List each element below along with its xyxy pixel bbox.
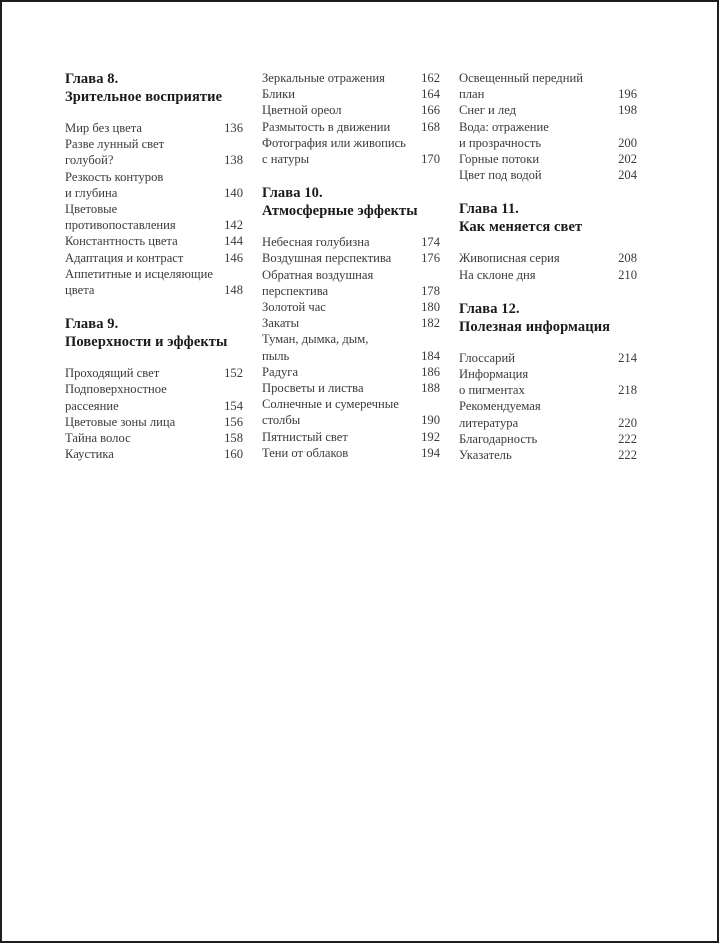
entry-page-number: 158 [224,431,243,446]
toc-entry[interactable] [65,233,243,249]
entry-title: Мир без цвета [65,121,142,135]
toc-entry[interactable] [262,102,440,118]
toc-column-3 [459,70,637,463]
toc-entry[interactable] [65,169,243,185]
entry-title: Цветовые зоны лица [65,414,176,429]
toc-entry-continuation[interactable] [262,151,440,167]
block-spacer [459,183,637,200]
toc-entry[interactable] [262,267,440,283]
entry-page-number: 164 [421,87,440,102]
entry-page-number: 208 [618,251,637,266]
entry-title: и глубина [65,185,118,200]
toc-entry[interactable] [262,86,440,102]
entry-title: Аппетитные и исцеляющие [65,266,213,281]
toc-column-2 [262,70,440,461]
entry-page-number: 220 [618,415,637,430]
entry-title: Зеркальные отражения [262,71,385,85]
toc-entry-continuation[interactable] [262,283,440,299]
entry-page-number: 186 [421,364,440,379]
entry-page-number: 144 [224,234,243,249]
toc-entry-continuation[interactable] [459,86,637,102]
block-spacer [459,283,637,300]
toc-entry[interactable] [459,398,637,414]
entry-title: Блики [262,87,295,102]
toc-entry[interactable] [262,429,440,445]
entry-title: Резкость контуров [65,169,164,184]
entry-title: Радуга [262,364,299,379]
chapter-number: Глава 11. [459,201,519,218]
entry-title: план [459,87,485,102]
toc-entry-continuation[interactable] [65,282,243,298]
entry-page-number: 214 [618,350,637,365]
entry-title: Каустика [65,447,114,462]
toc-chapter-block [65,315,243,462]
entry-title: Солнечные и сумеречные [262,397,399,412]
toc-entry[interactable] [262,119,440,135]
entry-title: Небесная голубизна [262,235,370,250]
toc-entry[interactable] [65,266,243,282]
entry-title: перспектива [262,283,329,298]
entry-page-number: 142 [224,218,243,233]
toc-entry-continuation[interactable] [459,415,637,431]
entry-title: Константность цвета [65,234,178,249]
entry-title: Фотография или живопись [262,135,406,150]
entry-title: Рекомендуемая [459,399,541,414]
entry-title: противопоставления [65,218,176,233]
toc-entry[interactable] [262,380,440,396]
toc-entry[interactable] [459,366,637,382]
entry-page-number: 160 [224,447,243,462]
entry-page-number: 200 [618,135,637,150]
toc-entry[interactable] [459,167,637,183]
entry-title: Адаптация и контраст [65,250,184,265]
toc-entry[interactable] [65,201,243,217]
toc-entry[interactable] [459,151,637,167]
entry-page-number: 140 [224,185,243,200]
entry-title: пыль [262,348,290,363]
entry-page-number: 180 [421,300,440,315]
toc-entry[interactable] [65,136,243,152]
entry-page-number: 222 [618,431,637,446]
entry-title: с натуры [262,152,310,167]
entry-title: Благодарность [459,431,538,446]
entry-page-number: 162 [421,71,440,85]
entry-title: Горные потоки [459,152,540,167]
entry-page-number: 198 [618,103,637,118]
toc-entry[interactable] [262,299,440,315]
entry-title: Тени от облаков [262,445,349,460]
entry-page-number: 138 [224,153,243,168]
entry-title: Цвет под водой [459,168,542,183]
toc-entry[interactable] [262,234,440,250]
entry-page-number: 184 [421,348,440,363]
entry-page-number: 182 [421,316,440,331]
toc-entry[interactable] [459,119,637,135]
entry-title: Указатель [459,448,512,463]
entry-title: Живописная серия [459,251,560,266]
entry-title: Тайна волос [65,431,131,446]
entry-title: Снег и лед [459,103,517,118]
entry-page-number: 146 [224,250,243,265]
toc-entry-continuation[interactable] [262,348,440,364]
entry-page-number: 218 [618,383,637,398]
entry-page-number: 196 [618,87,637,102]
entry-title: Просветы и листва [262,381,364,396]
entry-page-number: 174 [421,235,440,250]
toc-entry[interactable] [65,250,243,266]
toc-entry[interactable] [65,381,243,397]
entry-title: Закаты [262,316,300,331]
entry-page-number: 156 [224,414,243,429]
toc-chapter-block [459,70,637,183]
toc-chapter-block [65,70,243,298]
entry-page-number: 192 [421,429,440,444]
toc-chapter-block [459,200,637,282]
entry-page-number: 152 [224,366,243,381]
toc-entry-continuation[interactable] [65,152,243,168]
toc-entry[interactable] [262,315,440,331]
chapter-title: Зрительное восприятие [65,89,223,105]
toc-entry-continuation[interactable] [65,398,243,414]
entry-page-number: 136 [224,121,243,135]
chapter-title: Поверхности и эффекты [65,334,228,351]
entry-page-number: 170 [421,152,440,167]
entry-title: Глоссарий [459,350,515,365]
chapter-title: Как меняется свет [459,219,583,236]
entry-page-number: 202 [618,152,637,167]
toc-entry[interactable] [262,364,440,380]
chapter-number: Глава 10. [262,185,323,202]
entry-title: Разве лунный свет [65,137,165,152]
entry-title: Золотой час [262,300,326,315]
toc-entry[interactable] [65,430,243,446]
chapter-title: Атмосферные эффекты [262,203,418,220]
entry-title: и прозрачность [459,135,542,150]
entry-title: Пятнистый свет [262,429,348,444]
entry-title: о пигментах [459,383,525,398]
toc-entry[interactable] [262,250,440,266]
block-spacer [262,167,440,184]
toc-entry[interactable] [262,331,440,347]
entry-title: Обратная воздушная [262,267,374,282]
entry-page-number: 190 [421,413,440,428]
toc-entry-continuation[interactable] [459,382,637,398]
toc-entry-continuation[interactable] [459,135,637,151]
entry-title: Воздушная перспектива [262,251,392,266]
entry-title: Цветовые [65,202,118,217]
entry-title: Информация [459,367,529,382]
toc-chapter-block [262,184,440,461]
toc-entry[interactable] [65,365,243,381]
toc-entry[interactable] [65,414,243,430]
toc-entry[interactable] [65,446,243,462]
toc-chapter-block [262,70,440,167]
toc-column-1 [65,70,243,462]
toc-entry-continuation[interactable] [262,412,440,428]
entry-page-number: 188 [421,381,440,396]
entry-page-number: 222 [618,448,637,463]
entry-page-number: 154 [224,398,243,413]
toc-entry[interactable] [459,102,637,118]
entry-page-number: 204 [618,168,637,183]
entry-title: Проходящий свет [65,366,160,381]
entry-title: Размытость в движении [262,119,391,134]
entry-title: голубой? [65,153,114,168]
chapter-number: Глава 12. [459,300,520,317]
entry-title: рассеяние [65,398,119,413]
entry-page-number: 176 [421,251,440,266]
entry-title: Освещенный передний [459,71,583,85]
entry-page-number: 178 [421,283,440,298]
toc-chapter-block [459,300,637,463]
toc-entry-continuation[interactable] [65,217,243,233]
entry-title: Цветной ореол [262,103,342,118]
toc-entry-continuation[interactable] [65,185,243,201]
toc-entry[interactable] [262,70,440,86]
toc-entry[interactable] [459,267,637,283]
entry-title: Туман, дымка, дым, [262,332,369,347]
toc-entry[interactable] [459,250,637,266]
toc-entry[interactable] [262,445,440,461]
entry-title: Подповерхностное [65,382,167,397]
entry-title: цвета [65,283,95,298]
toc-entry[interactable] [459,350,637,366]
entry-title: литература [459,415,519,430]
entry-page-number: 166 [421,103,440,118]
chapter-number: Глава 9. [65,316,119,333]
chapter-number: Глава 8. [65,71,119,87]
entry-page-number: 210 [618,267,637,282]
entry-page-number: 168 [421,119,440,134]
block-spacer [65,298,243,315]
toc-entry[interactable] [459,70,637,86]
entry-title: Вода: отражение [459,119,549,134]
toc-entry[interactable] [262,396,440,412]
toc-entry[interactable] [262,135,440,151]
toc-entry[interactable] [459,447,637,463]
toc-entry[interactable] [65,120,243,136]
chapter-title: Полезная информация [459,318,611,335]
entry-title: На склоне дня [459,267,536,282]
entry-page-number: 194 [421,445,440,460]
entry-page-number: 148 [224,283,243,298]
entry-title: столбы [262,413,301,428]
toc-entry[interactable] [459,431,637,447]
